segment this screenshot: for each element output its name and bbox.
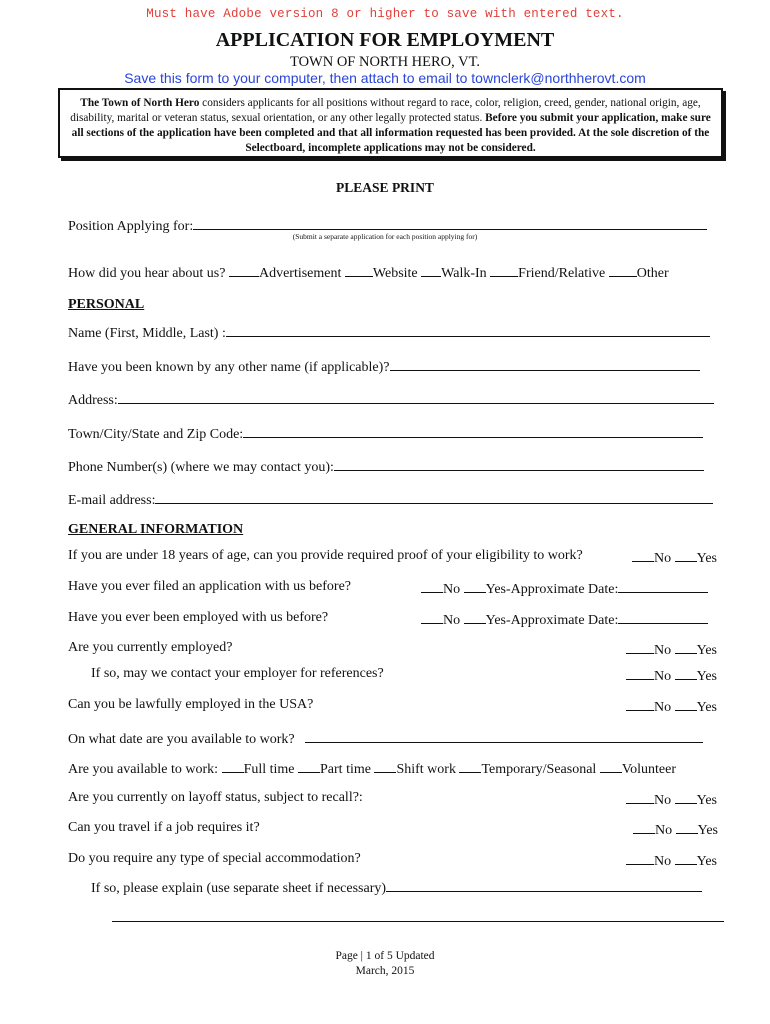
currently-employed-yes: Yes — [696, 643, 717, 658]
name-row — [68, 322, 710, 342]
hear-website-blank[interactable] — [345, 263, 373, 277]
available-to-row — [68, 759, 676, 778]
accommodation-answers — [626, 851, 717, 870]
employed-before-label: Have you ever been employed with us before? — [68, 610, 329, 625]
layoff-no-blank[interactable] — [626, 790, 654, 804]
travel-answers — [633, 820, 718, 839]
layoff-no: No — [654, 793, 672, 808]
employed-before-row — [68, 610, 328, 626]
layoff-yes-blank[interactable] — [675, 790, 697, 804]
under18-row — [68, 548, 583, 564]
email-input[interactable] — [155, 489, 713, 504]
address-label: Address: — [68, 393, 118, 408]
email-row — [68, 489, 713, 509]
hear-option-website: Website — [372, 266, 418, 281]
filed-no: No — [443, 582, 461, 597]
contact-employer-label: If so, may we contact your employer for references? — [91, 666, 384, 681]
general-heading: GENERAL INFORMATION — [68, 522, 244, 537]
notice-bold-start: The Town of North Hero — [80, 97, 200, 109]
available-to-label: Are you available to work: — [68, 762, 219, 777]
footer-updated-date: March, 2015 — [355, 965, 415, 977]
currently-employed-no-blank[interactable] — [626, 640, 654, 654]
under18-yes-blank[interactable] — [675, 548, 697, 562]
travel-label: Can you travel if a job requires it? — [68, 820, 260, 835]
available-date-input[interactable] — [305, 728, 703, 743]
travel-yes-blank[interactable] — [676, 820, 698, 834]
lawful-row — [68, 697, 313, 713]
position-note: (Submit a separate application for each position applying for) — [292, 232, 478, 241]
contact-employer-no: No — [654, 669, 672, 684]
town-subtitle: TOWN OF NORTH HERO, VT. — [289, 54, 481, 70]
travel-row — [68, 820, 260, 836]
fulltime-blank[interactable] — [222, 759, 244, 773]
filed-no-blank[interactable] — [421, 579, 443, 593]
under18-no-blank[interactable] — [632, 548, 654, 562]
under18-answers — [632, 548, 717, 567]
please-print-heading: PLEASE PRINT — [336, 180, 434, 195]
employed-before-answers — [421, 610, 708, 629]
employed-before-yes-date-label: Yes-Approximate Date: — [485, 613, 619, 628]
hear-label: How did you hear about us? — [68, 266, 226, 281]
town-label: Town/City/State and Zip Code: — [68, 427, 244, 442]
under18-label: If you are under 18 years of age, can you provide required proof of your eligibility to work? — [68, 548, 583, 563]
explain-row — [91, 877, 702, 897]
hear-option-other: Other — [636, 266, 669, 281]
address-row — [68, 389, 714, 409]
layoff-label: Are you currently on layoff status, subject to recall?: — [68, 790, 363, 805]
filed-yes-date-label: Yes-Approximate Date: — [485, 582, 619, 597]
explain-input[interactable] — [386, 877, 702, 892]
hear-option-walkin: Walk-In — [441, 266, 487, 281]
available-date-label: On what date are you available to work? — [68, 732, 295, 747]
lawful-yes-blank[interactable] — [675, 697, 697, 711]
currently-employed-label: Are you currently employed? — [68, 640, 233, 655]
other-name-input[interactable] — [390, 356, 700, 371]
work-option-fulltime: Full time — [243, 762, 295, 777]
contact-employer-no-blank[interactable] — [626, 666, 654, 680]
work-option-seasonal: Temporary/Seasonal — [481, 762, 597, 777]
address-input[interactable] — [118, 389, 714, 404]
filed-yes-blank[interactable] — [464, 579, 486, 593]
currently-employed-yes-blank[interactable] — [675, 640, 697, 654]
name-input[interactable] — [226, 322, 710, 337]
hear-option-advertisement: Advertisement — [258, 266, 342, 281]
filed-label: Have you ever filed an application with us before? — [68, 579, 352, 594]
personal-heading: PERSONAL — [68, 297, 145, 312]
accommodation-no: No — [654, 854, 672, 869]
hear-walkin-blank[interactable] — [421, 263, 441, 277]
name-label: Name (First, Middle, Last) : — [68, 326, 226, 341]
hear-option-friend: Friend/Relative — [518, 266, 606, 281]
contact-employer-yes-blank[interactable] — [675, 666, 697, 680]
position-label: Position Applying for: — [68, 219, 194, 234]
lawful-no-blank[interactable] — [626, 697, 654, 711]
adobe-version-note: Must have Adobe version 8 or higher to save with entered text. — [146, 7, 624, 21]
volunteer-blank[interactable] — [600, 759, 622, 773]
filed-row — [68, 579, 351, 595]
town-input[interactable] — [243, 423, 703, 438]
employed-before-no: No — [443, 613, 461, 628]
layoff-row — [68, 790, 363, 806]
footer-page-number: Page | 1 of 5 Updated — [335, 950, 435, 962]
phone-row — [68, 456, 704, 476]
hear-advertisement-blank[interactable] — [229, 263, 259, 277]
phone-input[interactable] — [334, 456, 704, 471]
work-option-parttime: Part time — [320, 762, 371, 777]
layoff-answers — [626, 790, 717, 809]
town-row — [68, 423, 703, 443]
under18-no: No — [654, 551, 672, 566]
employed-before-yes-blank[interactable] — [464, 610, 486, 624]
email-label: E-mail address: — [68, 493, 156, 508]
hear-other-blank[interactable] — [609, 263, 637, 277]
contact-employer-answers — [626, 666, 717, 685]
work-option-shiftwork: Shift work — [396, 762, 456, 777]
notice-bold-end: Before you submit your application, make sure all sections of the application have been completed and that all information requested has been provided. At the sole discretion of the Selectboard, incomplete applications may not be considered. — [71, 112, 711, 154]
available-date-row — [68, 728, 703, 748]
accommodation-label: Do you require any type of special accommodation? — [68, 851, 361, 866]
contact-employer-row — [91, 666, 384, 682]
accommodation-row — [68, 851, 361, 867]
notice-text: considers applicants for all positions without regard to race, color, religion, creed, gender, national origin, age, disability, marital or veteran status, sexual orientation, or any other legally protected status. — [70, 97, 701, 124]
filed-answers — [421, 579, 708, 598]
layoff-yes: Yes — [696, 793, 717, 808]
contact-employer-yes: Yes — [696, 669, 717, 684]
currently-employed-row — [68, 640, 232, 656]
employed-before-date-input[interactable] — [618, 610, 708, 624]
work-option-volunteer: Volunteer — [621, 762, 677, 777]
currently-employed-no: No — [654, 643, 672, 658]
phone-label: Phone Number(s) (where we may contact you): — [68, 460, 334, 475]
seasonal-blank[interactable] — [459, 759, 481, 773]
hear-row — [68, 263, 669, 282]
explain-continuation-line[interactable] — [112, 907, 724, 922]
lawful-answers — [626, 697, 717, 716]
travel-yes: Yes — [697, 823, 718, 838]
employed-before-no-blank[interactable] — [421, 610, 443, 624]
position-input[interactable] — [193, 215, 707, 230]
under18-yes: Yes — [696, 551, 717, 566]
explain-label: If so, please explain (use separate sheet if necessary) — [91, 881, 387, 896]
accommodation-yes-blank[interactable] — [675, 851, 697, 865]
form-title: APPLICATION FOR EMPLOYMENT — [215, 29, 555, 51]
shiftwork-blank[interactable] — [374, 759, 396, 773]
travel-no-blank[interactable] — [633, 820, 655, 834]
equal-opportunity-notice — [58, 88, 723, 158]
currently-employed-answers — [626, 640, 717, 659]
other-name-label: Have you been known by any other name (if applicable)? — [68, 360, 390, 375]
hear-friend-blank[interactable] — [490, 263, 518, 277]
filed-date-input[interactable] — [618, 579, 708, 593]
travel-no: No — [655, 823, 673, 838]
lawful-label: Can you be lawfully employed in the USA? — [68, 697, 314, 712]
accommodation-yes: Yes — [696, 854, 717, 869]
page-footer — [0, 949, 770, 979]
lawful-yes: Yes — [696, 700, 717, 715]
parttime-blank[interactable] — [298, 759, 320, 773]
accommodation-no-blank[interactable] — [626, 851, 654, 865]
save-email-link[interactable]: Save this form to your computer, then attach to email to townclerk@northherovt.com — [124, 70, 646, 86]
lawful-no: No — [654, 700, 672, 715]
other-name-row — [68, 356, 700, 376]
